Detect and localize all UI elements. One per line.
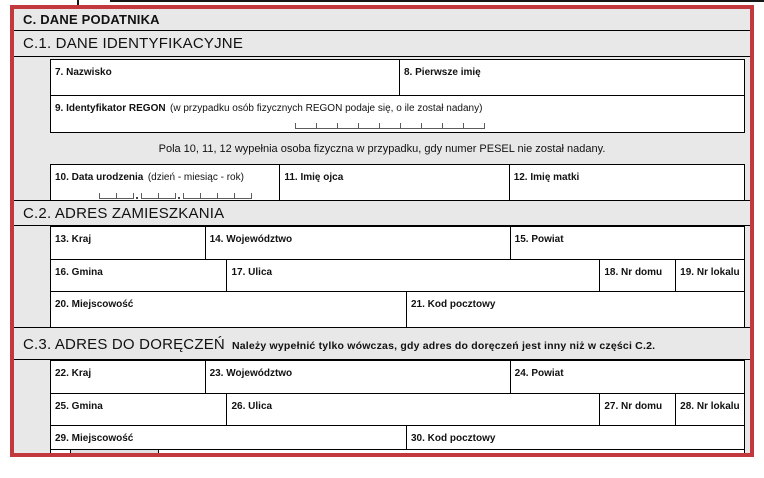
partial-shaded-cell <box>71 450 159 457</box>
field-13-label: 13. Kraj <box>55 234 92 245</box>
field-27-label: 27. Nr domu <box>604 401 663 412</box>
red-highlight-frame <box>10 5 754 457</box>
field-20-label: 20. Miejscowość <box>55 299 134 310</box>
table-row <box>51 361 744 394</box>
field-8-label: 8. Pierwsze imię <box>404 67 481 78</box>
field-28-label: 28. Nr lokalu <box>680 401 740 412</box>
table-row <box>51 260 744 292</box>
section-c3-note: Należy wypełnić tylko wówczas, gdy adres do doręczeń jest inny niż w części C.2. <box>231 340 656 352</box>
field-18-label: 18. Nr domu <box>604 267 663 278</box>
section-c3-title: C.3. ADRES DO DORĘCZEŃ <box>23 336 225 353</box>
partial-next-row <box>51 450 744 457</box>
identification-table <box>50 59 745 133</box>
field-16-gmina-cell[interactable] <box>51 260 227 291</box>
field-10-note: (dzień - miesiąc - rok) <box>147 172 244 183</box>
field-24-label: 24. Powiat <box>514 368 564 379</box>
field-14-label: 14. Województwo <box>209 234 293 245</box>
field-14-wojewodztwo-cell[interactable] <box>206 227 511 259</box>
section-c-title: C. DANE PODATNIKA <box>23 12 160 27</box>
regon-comb-input[interactable] <box>295 121 740 129</box>
field-19-nr-lokalu-cell[interactable] <box>676 260 744 291</box>
field-20-miejscowosc-cell[interactable] <box>51 292 407 327</box>
section-c2-header <box>14 200 750 226</box>
field-12-label: 12. Imię matki <box>513 172 580 183</box>
field-9-note: (w przypadku osób fizycznych REGON podaje się, o ile został nadany) <box>170 103 483 114</box>
table-row <box>51 227 744 260</box>
date-of-birth-comb-input[interactable] <box>99 191 275 199</box>
field-25-gmina-cell[interactable] <box>51 394 227 425</box>
table-row <box>51 394 744 426</box>
field-22-kraj-cell[interactable] <box>51 361 206 393</box>
table-row <box>51 292 744 327</box>
field-21-kod-pocztowy-cell[interactable] <box>407 292 744 327</box>
field-9-regon-cell[interactable] <box>51 96 744 132</box>
field-24-powiat-cell[interactable] <box>511 361 744 393</box>
table-row <box>51 96 744 132</box>
field-29-miejscowosc-cell[interactable] <box>51 426 407 449</box>
field-16-label: 16. Gmina <box>55 267 103 278</box>
section-c1-title: C.1. DANE IDENTYFIKACYJNE <box>23 35 244 52</box>
field-10-data-urodzenia-cell[interactable] <box>51 165 280 200</box>
field-23-wojewodztwo-cell[interactable] <box>206 361 511 393</box>
field-12-imie-matki-cell[interactable] <box>510 165 744 200</box>
table-row <box>51 165 744 200</box>
field-29-label: 29. Miejscowość <box>55 433 134 444</box>
table-row <box>51 426 744 450</box>
field-8-pierwsze-imie-cell[interactable] <box>400 60 744 95</box>
field-7-label: 7. Nazwisko <box>55 67 112 78</box>
field-19-label: 19. Nr lokalu <box>680 267 740 278</box>
field-15-label: 15. Powiat <box>514 234 564 245</box>
field-25-label: 25. Gmina <box>55 401 103 412</box>
partial-cell <box>51 450 71 457</box>
field-26-label: 26. Ulica <box>231 401 273 412</box>
partial-cell <box>159 450 744 457</box>
field-17-ulica-cell[interactable] <box>227 260 600 291</box>
previous-section-top-border <box>110 0 764 2</box>
field-22-label: 22. Kraj <box>55 368 92 379</box>
field-17-label: 17. Ulica <box>231 267 273 278</box>
field-30-kod-pocztowy-cell[interactable] <box>407 426 744 449</box>
section-c1-header <box>14 31 750 57</box>
residence-address-table <box>50 226 745 327</box>
birth-parents-table <box>50 164 745 200</box>
section-c-header <box>14 9 750 31</box>
field-15-powiat-cell[interactable] <box>511 227 744 259</box>
field-9-label: 9. Identyfikator REGON <box>55 103 166 114</box>
field-11-imie-ojca-cell[interactable] <box>280 165 509 200</box>
field-27-nr-domu-cell[interactable] <box>600 394 676 425</box>
field-21-label: 21. Kod pocztowy <box>410 299 496 310</box>
field-7-nazwisko-cell[interactable] <box>51 60 400 95</box>
mailing-address-table <box>50 360 745 457</box>
field-26-ulica-cell[interactable] <box>227 394 600 425</box>
field-30-label: 30. Kod pocztowy <box>410 433 496 444</box>
field-13-kraj-cell[interactable] <box>51 227 206 259</box>
pesel-notice: Pola 10, 11, 12 wypełnia osoba fizyczna w przypadku, gdy numer PESEL nie został nadany. <box>158 142 606 155</box>
section-c2-title: C.2. ADRES ZAMIESZKANIA <box>23 204 225 222</box>
table-row <box>51 60 744 96</box>
section-c3-header <box>14 327 750 360</box>
field-28-nr-lokalu-cell[interactable] <box>676 394 744 425</box>
field-11-label: 11. Imię ojca <box>284 172 344 183</box>
field-10-label: 10. Data urodzenia <box>55 172 144 183</box>
field-23-label: 23. Województwo <box>209 368 293 379</box>
field-18-nr-domu-cell[interactable] <box>600 260 676 291</box>
